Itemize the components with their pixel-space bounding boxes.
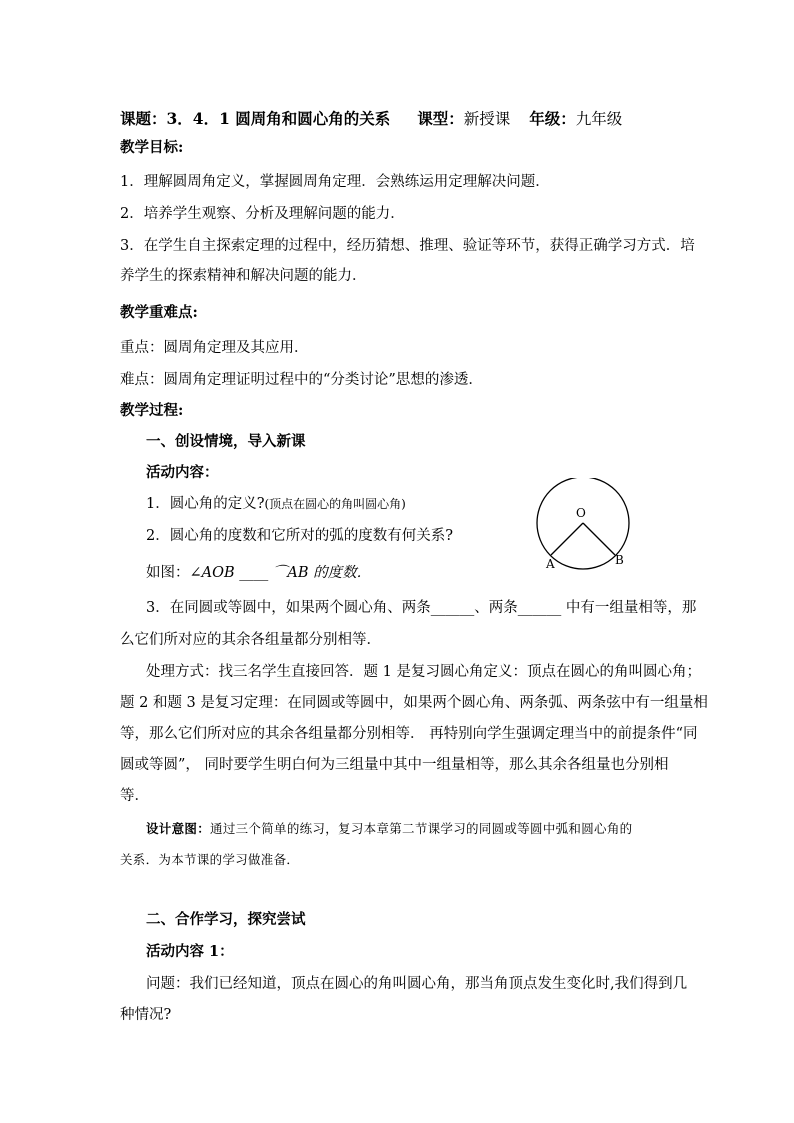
question-3-line1: 3．在同圆或等圆中，如果两个圆心角、两条______、两条______ 中有一组量相等，那 bbox=[146, 600, 697, 616]
objective-item: 2．培养学生观察、分析及理解问题的能力． bbox=[120, 206, 405, 222]
process-heading: 教学过程: bbox=[120, 402, 184, 419]
objective-item: 养学生的探索精神和解决问题的能力． bbox=[120, 268, 367, 284]
angle-expression: ∠AOB ____ ⌒AB 的度数． bbox=[189, 565, 372, 581]
type-label: 课型： bbox=[417, 109, 464, 128]
design-text: 通过三个简单的练习，复习本章第二节课学习的同圆或等圆中弧和圆心角的 bbox=[210, 821, 633, 836]
section1-title: 一、创设情境，导入新课 bbox=[146, 433, 306, 450]
handling-line: 题 2 和题 3 是复习定理：在同圆或等圆中，如果两个圆心角、两条弧、两条弦中有一组量相 bbox=[120, 695, 708, 711]
question-2-figure-line bbox=[146, 563, 371, 583]
question-1-hint: (顶点在圆心的角叫圆心角) bbox=[264, 497, 406, 511]
design-intent-line1 bbox=[146, 819, 632, 839]
handling-line: 处理方式：找三名学生直接回答．题 1 是复习圆心角定义：顶点在圆心的角叫圆心角； bbox=[146, 664, 701, 680]
label-b: B bbox=[615, 553, 624, 567]
handling-line: 圆或等圆”， 同时要学生明白何为三组量中其中一组量相等，那么其余各组量也分别相 bbox=[120, 757, 669, 773]
section2-question-line1: 问题：我们已经知道，顶点在圆心的角叫圆心角，那当角顶点发生变化时,我们得到几 bbox=[146, 976, 688, 992]
question-1 bbox=[146, 494, 406, 514]
section2-activity-label: 活动内容 1： bbox=[146, 943, 234, 960]
objective-item: 3．在学生自主探索定理的过程中，经历猜想、推理、验证等环节，获得正确学习方式．培 bbox=[120, 238, 695, 254]
figure-prefix: 如图： bbox=[146, 565, 190, 581]
circle-central-angle-diagram bbox=[533, 478, 633, 574]
handling-line: 等． bbox=[120, 788, 149, 804]
key-point: 重点：圆周角定理及其应用． bbox=[120, 340, 309, 356]
section2-title: 二、合作学习，探究尝试 bbox=[146, 911, 306, 928]
question-2: 2．圆心角的度数和它所对的弧的度数有何关系? bbox=[146, 528, 453, 544]
handling-line: 等，那么它们所对应的其余各组量都分别相等． 再特别向学生强调定理当中的前提条件“同 bbox=[120, 726, 698, 742]
radius-ob bbox=[583, 523, 615, 555]
section1-activity-label: 活动内容： bbox=[146, 464, 219, 481]
label-a: A bbox=[546, 557, 555, 571]
radius-oa bbox=[551, 523, 583, 555]
question-1-text: 1．圆心角的定义? bbox=[146, 496, 265, 512]
objectives-heading: 教学目标: bbox=[120, 139, 184, 156]
grade-label: 年级： bbox=[529, 109, 576, 128]
grade-text: 九年级 bbox=[575, 110, 623, 128]
design-label: 设计意图： bbox=[146, 821, 211, 836]
key-points-heading: 教学重难点: bbox=[120, 304, 198, 321]
design-intent-line2: 关系．为本节课的学习做准备． bbox=[120, 852, 300, 867]
objective-item: 1．理解圆周角定义，掌握圆周角定理．会熟练运用定理解决问题． bbox=[120, 174, 550, 190]
section2-question-line2: 种情况? bbox=[120, 1007, 172, 1023]
difficult-point: 难点：圆周角定理证明过程中的“分类讨论”思想的渗透． bbox=[120, 372, 483, 388]
topic-label: 课题： bbox=[120, 109, 167, 128]
question-3-line2: 么它们所对应的其余各组量都分别相等． bbox=[120, 632, 381, 648]
lesson-title-row bbox=[120, 109, 622, 129]
topic-text: 3．4．1 圆周角和圆心角的关系 bbox=[166, 109, 391, 128]
label-o: O bbox=[576, 506, 586, 520]
type-text: 新授课 bbox=[463, 110, 511, 128]
